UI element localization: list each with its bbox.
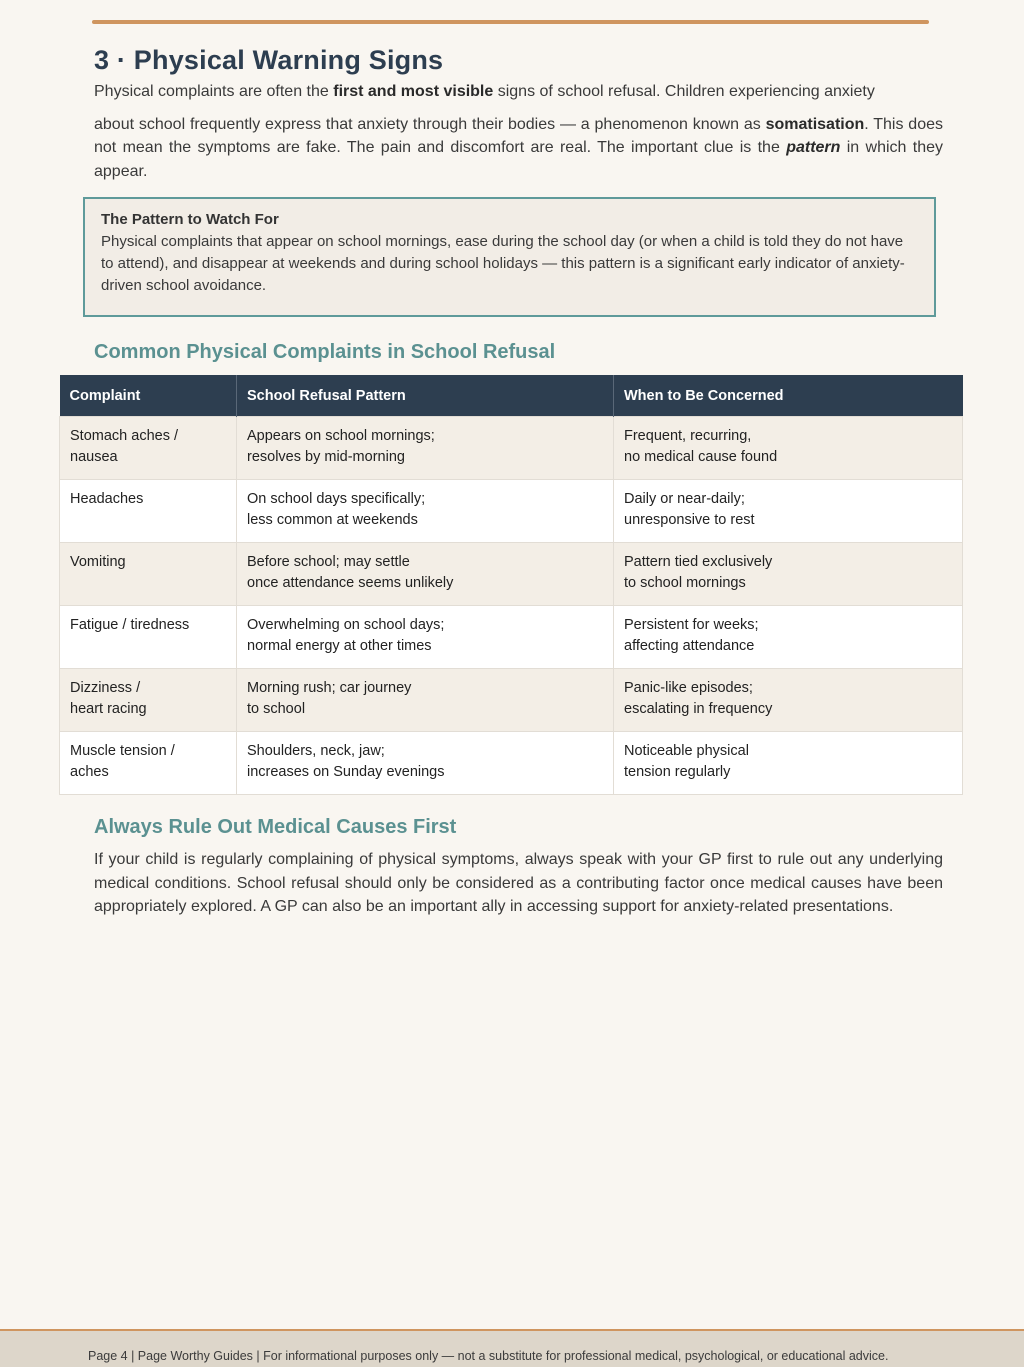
cell-line: Frequent, recurring, xyxy=(624,428,752,444)
cell-line: Muscle tension / xyxy=(70,743,175,759)
cell-line: Vomiting xyxy=(70,554,126,570)
cell-line: no medical cause found xyxy=(624,449,778,465)
concern-cell xyxy=(614,669,963,732)
complaint-cell xyxy=(60,417,237,480)
table-header-row xyxy=(60,375,963,417)
intro-text: in which they appear. xyxy=(94,139,944,180)
cell-line: Headaches xyxy=(70,491,144,507)
column-header-concern: When to Be Concerned xyxy=(614,375,963,417)
table-row xyxy=(60,417,963,480)
footer-text: Page 4 | Page Worthy Guides | For informational purposes only — not a substitute for professional medical, psychological, or educational advice. xyxy=(88,1349,889,1363)
concern-cell xyxy=(614,417,963,480)
cell-line: tension regularly xyxy=(624,764,731,780)
cell-line: aches xyxy=(70,764,109,780)
cell-line: Morning rush; car journey xyxy=(247,680,412,696)
cell-line: Overwhelming on school days; xyxy=(247,617,445,633)
cell-line: Shoulders, neck, jaw; xyxy=(247,743,385,759)
cell-line: Noticeable physical xyxy=(624,743,749,759)
top-accent-rule xyxy=(92,20,929,24)
cell-line: Before school; may settle xyxy=(247,554,410,570)
cell-line: Persistent for weeks; xyxy=(624,617,759,633)
cell-line: nausea xyxy=(70,449,118,465)
cell-line: Daily or near-daily; xyxy=(624,491,745,507)
medical-section-heading: Always Rule Out Medical Causes First xyxy=(94,816,457,838)
intro-first-line xyxy=(94,80,943,104)
intro-paragraph xyxy=(94,80,943,183)
table-row xyxy=(60,606,963,669)
complaint-cell xyxy=(60,606,237,669)
intro-text: about school frequently express that anxiety through their bodies — a phenomenon known as xyxy=(94,115,766,133)
cell-line: affecting attendance xyxy=(624,638,755,654)
cell-line: Stomach aches / xyxy=(70,428,178,444)
pattern-callout-box xyxy=(83,197,936,317)
pattern-cell xyxy=(237,606,614,669)
cell-line: to school xyxy=(247,701,306,717)
concern-cell xyxy=(614,480,963,543)
pattern-cell xyxy=(237,669,614,732)
intro-text: Physical complaints are often the xyxy=(94,83,334,100)
table-section-heading: Common Physical Complaints in School Refusal xyxy=(94,341,556,363)
concern-cell xyxy=(614,732,963,795)
cell-line: Appears on school mornings; xyxy=(247,428,435,444)
intro-text: . This does not mean the symptoms are fake. The pain and discomfort are real. The important clue is the xyxy=(94,115,944,156)
callout-title: The Pattern to Watch For xyxy=(101,211,279,228)
intro-text: signs of school refusal. Children experiencing anxiety xyxy=(493,83,875,100)
pattern-cell xyxy=(237,417,614,480)
table-row xyxy=(60,669,963,732)
cell-line: to school mornings xyxy=(624,575,746,591)
intro-section xyxy=(94,40,943,183)
cell-line: less common at weekends xyxy=(247,512,418,528)
cell-line: resolves by mid-morning xyxy=(247,449,405,465)
concern-cell xyxy=(614,543,963,606)
cell-line: Pattern tied exclusively xyxy=(624,554,773,570)
complaints-table xyxy=(59,375,963,795)
table-row xyxy=(60,480,963,543)
table-row xyxy=(60,543,963,606)
intro-term-pattern: pattern xyxy=(786,139,841,156)
complaint-cell xyxy=(60,480,237,543)
cell-line: On school days specifically; xyxy=(247,491,426,507)
cell-line: normal energy at other times xyxy=(247,638,432,654)
column-header-complaint: Complaint xyxy=(60,375,237,417)
cell-line: Fatigue / tiredness xyxy=(70,617,190,633)
concern-cell xyxy=(614,606,963,669)
cell-line: Dizziness / xyxy=(70,680,141,696)
callout-text: Physical complaints that appear on school mornings, ease during the school day (or when a child is told they do not have to attend), and disappear at weekends and during school holidays — this pattern is a significant early indicator of anxiety-driven school avoidance. xyxy=(101,233,905,294)
page-footer xyxy=(0,1329,1024,1367)
pattern-cell xyxy=(237,543,614,606)
page-title: 3 · Physical Warning Signs xyxy=(94,45,444,75)
cell-line: escalating in frequency xyxy=(624,701,773,717)
complaint-cell xyxy=(60,543,237,606)
pattern-cell xyxy=(237,480,614,543)
intro-term-somatisation: somatisation xyxy=(765,115,865,133)
pattern-cell xyxy=(237,732,614,795)
cell-line: Panic-like episodes; xyxy=(624,680,753,696)
table-row xyxy=(60,732,963,795)
intro-emphasis: first and most visible xyxy=(333,83,494,100)
cell-line: heart racing xyxy=(70,701,147,717)
complaint-cell xyxy=(60,732,237,795)
medical-paragraph: If your child is regularly complaining of physical symptoms, always speak with your GP first to rule out any underlying medical conditions. School refusal should only be considered as a contributing factor once medical causes have been appropriately explored. A GP can also be an important ally in accessing support for anxiety-related presentations. xyxy=(94,851,943,915)
cell-line: increases on Sunday evenings xyxy=(247,764,445,780)
complaint-cell xyxy=(60,669,237,732)
cell-line: unresponsive to rest xyxy=(624,512,755,528)
column-header-pattern: School Refusal Pattern xyxy=(237,375,614,417)
cell-line: once attendance seems unlikely xyxy=(247,575,454,591)
